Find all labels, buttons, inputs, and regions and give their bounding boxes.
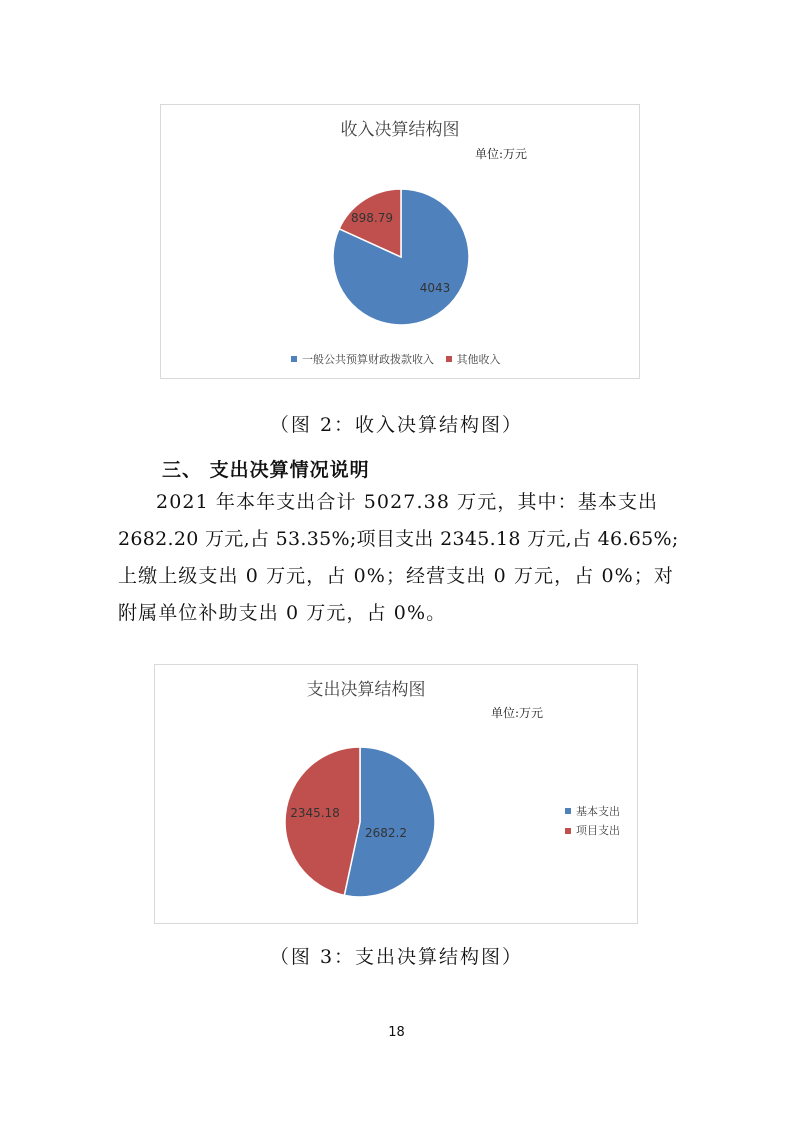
pie-data-label-1: 4043: [419, 281, 451, 295]
expense-paragraph: [118, 484, 678, 632]
income-chart-unit: 单位:万元: [475, 147, 528, 161]
legend-label: 项目支出: [576, 824, 620, 837]
legend-item-basic-expense: [565, 802, 620, 821]
legend-swatch-blue: [291, 356, 297, 362]
expense-chart-unit: 单位:万元: [491, 706, 544, 720]
expense-chart-title: 支出决算结构图: [306, 680, 426, 700]
pie-data-label-2: 2345.18: [290, 806, 340, 820]
expense-pie: [155, 665, 637, 923]
expense-legend: [565, 801, 637, 840]
pie-data-label-1: 2682.2: [365, 826, 407, 840]
legend-label: 一般公共预算财政拨款收入: [302, 353, 434, 366]
legend-item-project-expense: [565, 821, 620, 840]
income-chart: [160, 104, 640, 379]
legend-swatch-red: [565, 828, 571, 834]
paragraph-line: 2682.20 万元,占 53.35%;项目支出 2345.18 万元,占 46.65%;: [118, 528, 679, 550]
legend-label: 其他收入: [456, 353, 501, 366]
legend-item-general-budget: [291, 351, 434, 367]
income-chart-title: 收入决算结构图: [340, 120, 460, 140]
paragraph-line: 上缴上级支出 0 万元，占 0%；经营支出 0 万元，占 0%；对: [118, 565, 674, 587]
legend-swatch-blue: [565, 808, 571, 814]
legend-swatch-red: [446, 356, 452, 362]
paragraph-line: 2021 年本年支出合计 5027.38 万元，其中：基本支出: [156, 491, 659, 513]
page-number: 18: [388, 1025, 405, 1040]
pie-slice-2: [285, 747, 360, 895]
legend-label: 基本支出: [576, 804, 620, 818]
expense-chart: [154, 664, 638, 924]
caption-figure-2: （图 2：收入决算结构图）: [269, 414, 524, 436]
pie-data-label-2: 898.79: [351, 211, 393, 225]
income-legend: [291, 351, 509, 367]
paragraph-line: 附属单位补助支出 0 万元，占 0%。: [118, 602, 447, 624]
caption-figure-3: （图 3：支出决算结构图）: [269, 946, 524, 968]
income-pie: [161, 105, 639, 378]
section-heading: 三、 支出决算情况说明: [162, 459, 370, 481]
legend-item-other-income: [446, 351, 501, 367]
